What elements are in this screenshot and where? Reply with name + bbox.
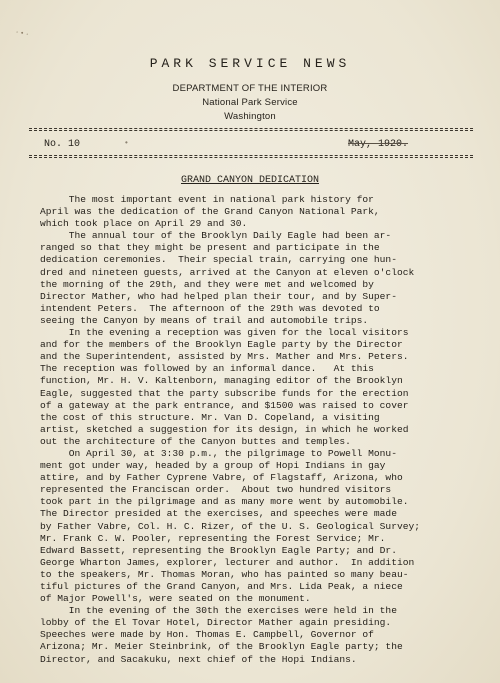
article-line: Edward Bassett, representing the Brooklyn Eagle Party; and Dr. — [40, 544, 397, 556]
article-line: George Wharton James, explorer, lecturer and author. In addition — [40, 556, 415, 568]
article-line: The Director presided at the exercises, and speeches were made — [40, 508, 397, 520]
article-line: In the evening a reception was given for the local visitors — [40, 327, 409, 339]
issue-date: May, 1920. — [348, 139, 409, 150]
article-line: which took place on April 29 and 30. — [40, 218, 248, 230]
article-line: intendent Peters. The afternoon of the 29th was devoted to — [40, 302, 380, 314]
article-line: took part in the pilgrimage and as many more went by automobile. — [40, 496, 409, 508]
article-line: by Father Vabre, Col. H. C. Rizer, of the U. S. Geological Survey; — [40, 520, 420, 532]
article-line: The most important event in national park history for — [40, 194, 374, 205]
article-line: and for the members of the Brooklyn Eagle party by the Director — [40, 339, 403, 351]
article-line: The annual tour of the Brooklyn Daily Eagle had been ar- — [40, 230, 392, 242]
article-line: Speeches were made by Hon. Thomas E. Campbell, Governor of — [40, 629, 374, 641]
article-line: of Major Powell's, were seated on the monument. — [40, 593, 311, 605]
article-line: to the speakers, Mr. Thomas Moran, who has painted so many beau- — [40, 568, 409, 580]
article-line: tiful pictures of the Grand Canyon, and Mrs. Lida Peak, a niece — [40, 581, 403, 592]
article-body — [40, 194, 480, 666]
city-name: Washington — [224, 111, 276, 122]
department-name: DEPARTMENT OF THE INTERIOR — [172, 83, 328, 94]
article-line: lobby of the El Tovar Hotel, Director Mather again presiding. — [40, 617, 392, 629]
article-line: seeing the Canyon by means of trail and automobile trips. — [40, 314, 369, 326]
article-line: Director, and Sacakuku, next chief of the Hopi Indians. — [40, 653, 357, 665]
article-line: function, Mr. H. V. Kaltenborn, managing editor of the Brooklyn — [40, 375, 403, 387]
corner-smudge: ·•· — [13, 28, 31, 40]
article-line: dedication ceremonies. Their special train, carrying one hun- — [40, 254, 397, 266]
article-title: GRAND CANYON DEDICATION — [180, 175, 320, 186]
article-line: The reception was followed by an informal dance. At this — [40, 363, 374, 375]
article-line: the morning of the 29th, and they were met and welcomed by — [40, 278, 374, 290]
article-line: artist, sketched a suggestion for its design, in which he worked — [40, 423, 409, 435]
article-line: attire, and by Father Cyprene Vabre, of Flagstaff, Arizona, who — [40, 472, 403, 484]
article-line: represented the Franciscan order. About two hundred visitors — [40, 484, 392, 496]
article-line: and the Superintendent, assisted by Mrs. Mather and Mrs. Peters. — [40, 351, 409, 363]
top-divider — [29, 128, 473, 131]
article-line: the cost of this structure. Mr. Van D. Copeland, a visiting — [40, 411, 380, 423]
article-line: Arizona; Mr. Meier Steinbrink, of the Brooklyn Eagle party; the — [40, 641, 403, 653]
article-line: April was the dedication of the Grand Canyon National Park, — [40, 206, 380, 218]
bureau-name: National Park Service — [202, 97, 298, 108]
masthead-title: PARK SERVICE NEWS — [149, 56, 351, 71]
bottom-divider — [29, 155, 473, 158]
article-line: dred and nineteen guests, arrived at the Canyon at eleven o'clock — [40, 266, 415, 278]
article-line: In the evening of the 30th the exercises were held in the — [40, 605, 397, 617]
dot-mark: • — [124, 139, 129, 148]
article-line: Mr. Frank C. W. Pooler, representing the Forest Service; Mr. — [40, 532, 386, 544]
article-line: Director Mather, who had helped plan their tour, and by Super- — [40, 290, 397, 302]
article-line: out the architecture of the Canyon buttes and temples. — [40, 435, 351, 447]
article-line: of a gateway at the park entrance, and $1500 was raised to cover — [40, 399, 409, 411]
article-line: On April 30, at 3:30 p.m., the pilgrimage to Powell Monu- — [40, 447, 397, 459]
article-line: ranged so that they might be present and participate in the — [40, 242, 380, 254]
department-block — [0, 82, 500, 124]
issue-number: No. 10 — [44, 139, 81, 150]
article-line: ment got under way, headed by a group of Hopi Indians in gay — [40, 460, 386, 472]
article-line: Eagle, suggested that the party subscribe funds for the erection — [40, 387, 409, 399]
